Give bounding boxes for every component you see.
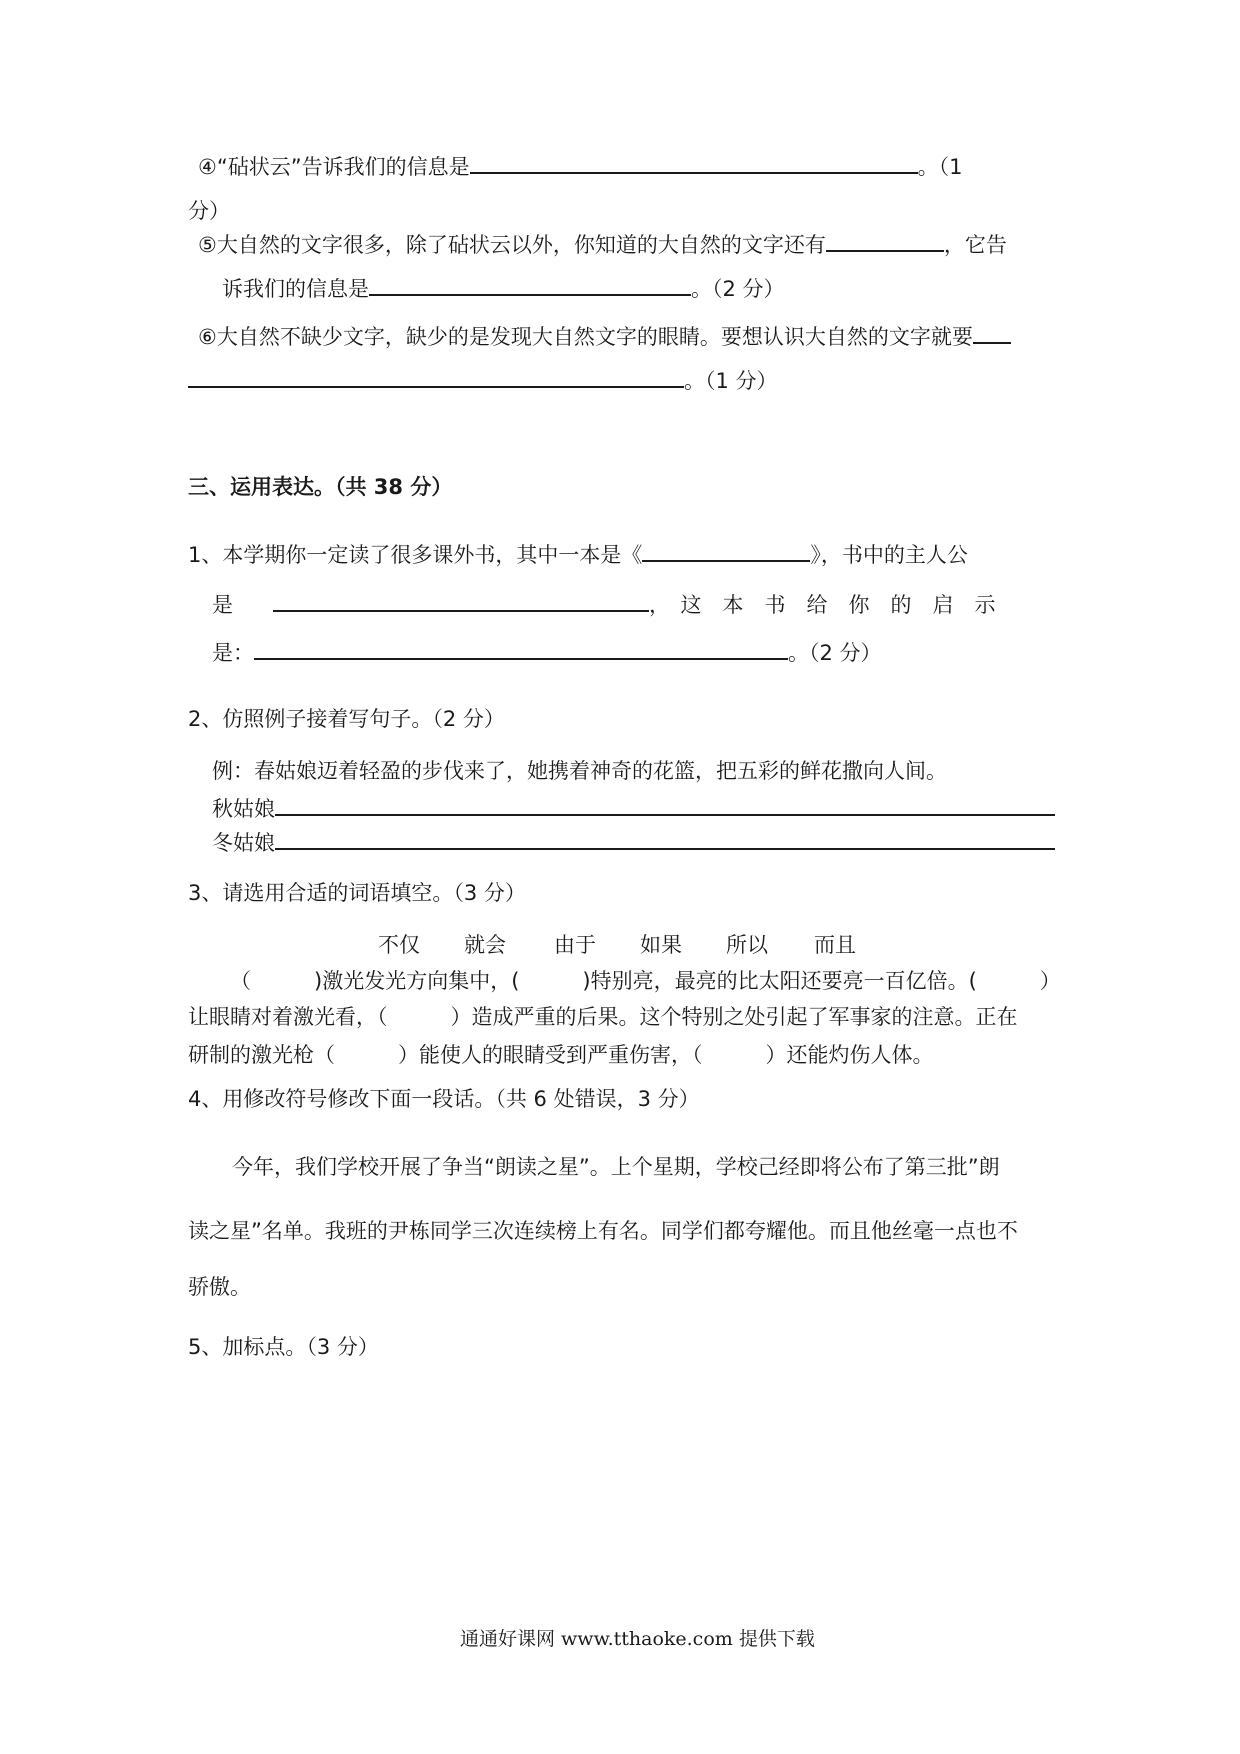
q5-mid: ，它告 — [943, 233, 1007, 257]
s3-q4-title: 4、用修改符号修改下面一段话。（共 6 处错误，3 分） — [188, 1087, 700, 1111]
s3-q2-title: 2、仿照例子接着写句子。（2 分） — [188, 707, 505, 731]
q5-line2-prefix: 诉我们的信息是 — [222, 277, 369, 301]
option-word: 所以 — [726, 933, 768, 957]
s3-q1-line2-prefix: 是 — [212, 593, 233, 617]
q6-suffix: 。（1 分） — [684, 369, 778, 393]
q6-answer-blank-1[interactable] — [973, 320, 1011, 344]
section3-title: 三、运用表达。（共 38 分） — [188, 475, 453, 499]
q5-line1 — [198, 228, 1007, 260]
page-footer: 通通好课网 www.tthaoke.com 提供下载 — [460, 1628, 815, 1650]
q6-answer-blank-2[interactable] — [188, 364, 684, 388]
autumn-label: 秋姑娘 — [212, 797, 275, 821]
q4-wrap: 分） — [188, 199, 230, 223]
q6-line2 — [188, 364, 778, 396]
s3-q1-line2-suffix: ， 这 本 书 给 你 的 启 示 — [649, 593, 996, 617]
option-word: 就会 — [464, 933, 506, 957]
q5-answer-blank-1[interactable] — [826, 228, 944, 252]
q5-line2 — [222, 272, 785, 304]
option-word: 由于 — [554, 933, 596, 957]
s3-q1-line1 — [188, 538, 968, 570]
s3-q1-line3-suffix: 。（2 分） — [788, 641, 882, 665]
s3-q1-line3 — [212, 636, 882, 668]
s3-q5-title: 5、加标点。（3 分） — [188, 1335, 379, 1359]
q5-answer-blank-2[interactable] — [369, 272, 691, 296]
book-title-blank[interactable] — [642, 538, 810, 562]
s3-q2-winter-line — [212, 826, 1055, 858]
s3-q3-line3: 研制的激光枪（ ）能使人的眼睛受到严重伤害，（ ）还能灼伤人体。 — [188, 1043, 934, 1067]
autumn-blank[interactable] — [275, 792, 1055, 816]
protagonist-blank[interactable] — [273, 588, 649, 612]
winter-label: 冬姑娘 — [212, 831, 275, 855]
q5-suffix: 。（2 分） — [691, 277, 785, 301]
q6-prefix: ⑥大自然不缺少文字，缺少的是发现大自然文字的眼睛。要想认识大自然的文字就要 — [198, 325, 973, 349]
q4-answer-blank[interactable] — [470, 150, 918, 174]
s3-q3-line1: （ )激光发光方向集中，( )特别亮，最亮的比太阳还要亮一百亿倍。( ） — [230, 969, 1061, 993]
s3-q3-title: 3、请选用合适的词语填空。（3 分） — [188, 881, 526, 905]
q4-wrap-line — [188, 196, 230, 226]
s3-q4-line3: 骄傲。 — [188, 1275, 251, 1299]
s3-q4-line1: 今年，我们学校开展了争当“朗读之星”。上个星期，学校己经即将公布了第三批”朗 — [232, 1155, 1000, 1179]
inspiration-blank[interactable] — [254, 636, 788, 660]
option-word: 如果 — [640, 933, 682, 957]
s3-q2-autumn-line — [212, 792, 1055, 824]
q4-suffix: 。（1 — [917, 155, 963, 179]
s3-q4-line2: 读之星”名单。我班的尹栋同学三次连续榜上有名。同学们都夸耀他。而且他丝毫一点也不 — [188, 1219, 1018, 1243]
q4-line — [198, 150, 962, 182]
s3-q1-prefix: 1、本学期你一定读了很多课外书，其中一本是《 — [188, 543, 643, 567]
q4-prefix: ④“砧状云”告诉我们的信息是 — [198, 155, 470, 179]
s3-q2-example: 例：春姑娘迈着轻盈的步伐来了，她携着神奇的花篮，把五彩的鲜花撒向人间。 — [212, 759, 947, 783]
s3-q1-line3-prefix: 是： — [212, 641, 254, 665]
q5-prefix: ⑤大自然的文字很多，除了砧状云以外，你知道的大自然的文字还有 — [198, 233, 826, 257]
s3-q1-line2 — [212, 588, 996, 620]
winter-blank[interactable] — [275, 826, 1055, 850]
s3-q3-options — [378, 930, 874, 960]
option-word: 不仅 — [378, 933, 420, 957]
option-word: 而且 — [814, 933, 856, 957]
s3-q3-line2: 让眼睛对着激光看，（ ）造成严重的后果。这个特别之处引起了军事家的注意。正在 — [188, 1005, 1018, 1029]
s3-q1-suffix: 》，书中的主人公 — [810, 543, 968, 567]
q6-line1 — [198, 320, 1011, 352]
